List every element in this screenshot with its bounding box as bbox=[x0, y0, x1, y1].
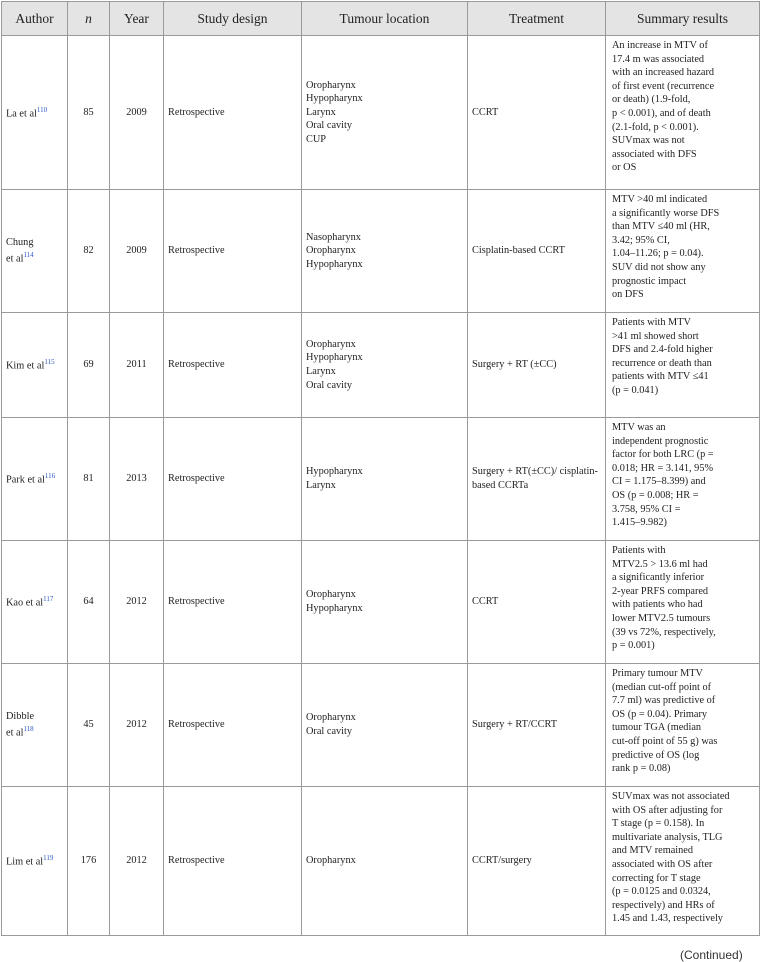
n-cell: 81 bbox=[68, 418, 110, 541]
author-name: Kim et al bbox=[6, 360, 45, 372]
reference-link[interactable]: 114 bbox=[23, 251, 34, 260]
author-cell bbox=[2, 541, 68, 664]
year-cell: 2012 bbox=[110, 787, 164, 936]
continued-note: (Continued) bbox=[680, 948, 743, 962]
header-year: Year bbox=[110, 2, 164, 36]
reference-link[interactable]: 117 bbox=[43, 595, 54, 604]
year-cell: 2009 bbox=[110, 36, 164, 190]
location-cell: Nasopharynx Oropharynx Hypopharynx bbox=[302, 190, 468, 313]
location-cell: Oropharynx Hypopharynx bbox=[302, 541, 468, 664]
table-row bbox=[2, 36, 760, 190]
author-name: Chung et al bbox=[6, 236, 34, 265]
header-n: n bbox=[68, 2, 110, 36]
design-cell: Retrospective bbox=[164, 664, 302, 787]
n-cell: 69 bbox=[68, 313, 110, 418]
table-row bbox=[2, 787, 760, 936]
reference-link[interactable]: 116 bbox=[44, 472, 56, 481]
header-tumour-location: Tumour location bbox=[302, 2, 468, 36]
treatment-cell: Cisplatin-based CCRT bbox=[468, 190, 606, 313]
table-row bbox=[2, 313, 760, 418]
reference-link[interactable]: 119 bbox=[43, 854, 54, 863]
treatment-cell: Surgery + RT(±CC)/ cisplatin-based CCRTa bbox=[468, 418, 606, 541]
author-cell bbox=[2, 664, 68, 787]
table-row bbox=[2, 418, 760, 541]
design-cell: Retrospective bbox=[164, 313, 302, 418]
n-cell: 85 bbox=[68, 36, 110, 190]
location-cell: Hypopharynx Larynx bbox=[302, 418, 468, 541]
author-cell bbox=[2, 190, 68, 313]
design-cell: Retrospective bbox=[164, 418, 302, 541]
summary-cell: Patients with MTV >41 ml showed short DFS and 2.4-fold higher recurrence or death than patients with MTV ≤41 (p = 0.041) bbox=[606, 313, 760, 418]
reference-link[interactable]: 115 bbox=[44, 358, 55, 367]
treatment-cell: CCRT bbox=[468, 541, 606, 664]
header-treatment: Treatment bbox=[468, 2, 606, 36]
reference-link[interactable]: 110 bbox=[36, 105, 48, 114]
summary-cell: SUVmax was not associated with OS after adjusting for T stage (p = 0.158). In multivariate analysis, TLG and MTV remained associated with OS after correcting for T stage (p = 0.0125 and 0.0324, respectively) and HRs of 1.45 and 1.43, respectively bbox=[606, 787, 760, 936]
treatment-cell: CCRT bbox=[468, 36, 606, 190]
summary-cell: MTV was an independent prognostic factor for both LRC (p = 0.018; HR = 3.141, 95% CI = 1.175–8.399) and OS (p = 0.008; HR = 3.758, 95% CI = 1.415–9.982) bbox=[606, 418, 760, 541]
table-row bbox=[2, 541, 760, 664]
n-cell: 64 bbox=[68, 541, 110, 664]
author-cell bbox=[2, 36, 68, 190]
year-cell: 2012 bbox=[110, 541, 164, 664]
n-cell: 176 bbox=[68, 787, 110, 936]
design-cell: Retrospective bbox=[164, 190, 302, 313]
summary-cell: Primary tumour MTV (median cut-off point of 7.7 ml) was predictive of OS (p = 0.04). Primary tumour TGA (median cut-off point of 55 g) was predictive of OS (log rank p = 0.08) bbox=[606, 664, 760, 787]
treatment-cell: Surgery + RT (±CC) bbox=[468, 313, 606, 418]
author-cell bbox=[2, 418, 68, 541]
year-cell: 2013 bbox=[110, 418, 164, 541]
summary-cell: MTV >40 ml indicated a significantly worse DFS than MTV ≤40 ml (HR, 3.42; 95% CI, 1.04–11.26; p = 0.04). SUV did not show any prognostic impact on DFS bbox=[606, 190, 760, 313]
location-cell: Oropharynx Hypopharynx Larynx Oral cavity CUP bbox=[302, 36, 468, 190]
author-name: Dibble et al bbox=[6, 710, 35, 739]
n-cell: 45 bbox=[68, 664, 110, 787]
design-cell: Retrospective bbox=[164, 541, 302, 664]
treatment-cell: Surgery + RT/CCRT bbox=[468, 664, 606, 787]
design-cell: Retrospective bbox=[164, 36, 302, 190]
studies-table bbox=[1, 1, 760, 936]
reference-link[interactable]: 118 bbox=[23, 725, 34, 734]
table-row bbox=[2, 190, 760, 313]
author-name: Park et al bbox=[6, 474, 45, 486]
header-summary-results: Summary results bbox=[606, 2, 760, 36]
author-cell bbox=[2, 787, 68, 936]
author-name: Kao et al bbox=[6, 597, 44, 609]
year-cell: 2011 bbox=[110, 313, 164, 418]
summary-cell: Patients with MTV2.5 > 13.6 ml had a significantly inferior 2-year PRFS compared with patients who had lower MTV2.5 tumours (39 vs 72%, respectively, p = 0.001) bbox=[606, 541, 760, 664]
header-study-design: Study design bbox=[164, 2, 302, 36]
header-row bbox=[2, 2, 760, 36]
year-cell: 2012 bbox=[110, 664, 164, 787]
design-cell: Retrospective bbox=[164, 787, 302, 936]
location-cell: Oropharynx Oral cavity bbox=[302, 664, 468, 787]
year-cell: 2009 bbox=[110, 190, 164, 313]
author-name: La et al bbox=[6, 108, 37, 120]
author-cell bbox=[2, 313, 68, 418]
summary-cell: An increase in MTV of 17.4 m was associated with an increased hazard of first event (recurrence or death) (1.9-fold, p < 0.001), and of death (2.1-fold, p < 0.001). SUVmax was not associated with DFS or OS bbox=[606, 36, 760, 190]
location-cell: Oropharynx Hypopharynx Larynx Oral cavity bbox=[302, 313, 468, 418]
location-cell: Oropharynx bbox=[302, 787, 468, 936]
header-author: Author bbox=[2, 2, 68, 36]
author-name: Lim et al bbox=[6, 856, 44, 868]
table-row bbox=[2, 664, 760, 787]
treatment-cell: CCRT/surgery bbox=[468, 787, 606, 936]
n-cell: 82 bbox=[68, 190, 110, 313]
